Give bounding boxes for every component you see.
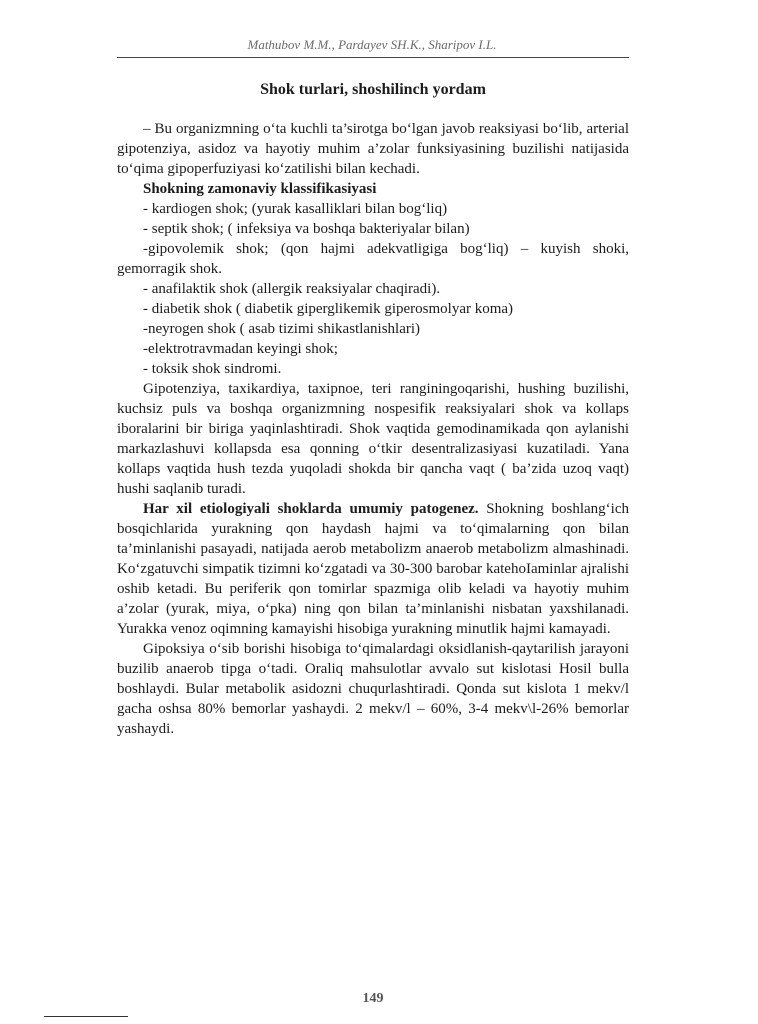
pathogenesis-heading: Har xil etiologiyali shoklarda umumiy patogenez. [143,501,479,517]
section-title: Shok turlari, shoshilinch yordam [260,81,486,98]
classification-item: -neyrogen shok ( asab tizimi shikastlanishlari) [143,321,421,337]
collapse-paragraph: Gipotenziya, taxikardiya, taxipnoe, teri ranginingoqarishi, hushing buzilishi, kuchsiz puls va boshqa organizmning nospesifik reaksiyalari shok va kollaps iboralarini bir biriga yaqinlashtiradi. Shok vaqtida gemodinamikada qon aylanishi markazlashuvi kollapsda esa qonning o‘tkir desentralizasiyasi kuzatiladi. Yana kollaps vaqtida hush tezda yuqoladi shokda bir qancha vaqt ( ba’zida uzoq vaqt) hushi saqlanib turadi. [117,381,629,497]
pathogenesis-text: Shokning boshlang‘ich bosqichlarida yurakning qon haydash hajmi va to‘qimalarning qon bilan ta’minlanishi pasayadi, natijada aerob metabolizm anaerob metabolizm almashinadi. Ko‘zgatuvchi simpatik tizimni ko‘zgatadi va 30-300 barobar katehoIaminlar ajralishi oshib ketadi. Bu periferik qon tomirlar spazmiga olib keladi va hayotiy muhim a’zolar (yurak, miya, o‘pka) ning qon bilan ta’minlanishi nisbatan yaxshilanadi. Yurakka venoz oqimning kamayishi hisobiga yurakning minutlik hajmi kamayadi. [117,501,629,637]
classification-item: - diabetik shok ( diabetik giperglikemik giperosmolyar koma) [143,301,514,317]
classification-item: -elektrotravmadan keyingi shok; [143,341,338,357]
classification-item: - septik shok; ( infeksiya va boshqa bakteriyalar bilan) [143,221,470,237]
intro-paragraph: – Bu organizmning o‘ta kuchli ta’sirotga bo‘lgan javob reaksiyasi bo‘lib, arterial gipotenziya, asidoz va hayotiy muhim a’zolar funksiyasining buzilishi natijasida to‘qima gipoperfuziyasi ko‘zatilishi bilan kechadi. [117,121,629,177]
footer-rule [44,1016,128,1017]
classification-item: -gipovolemik shok; (qon hajmi adekvatligiga bog‘liq) – kuyish shoki, gemorragik shok. [117,241,629,277]
pathogenesis-paragraph [117,499,629,639]
classification-heading: Shokning zamonaviy klassifikasiyasi [143,181,377,197]
classification-item: - toksik shok sindromi. [143,361,282,377]
page-number: 149 [362,991,384,1006]
hypoxia-paragraph: Gipoksiya o‘sib borishi hisobiga to‘qimalardagi oksidlanish-qaytarilish jarayoni buzilib anaerob tipga o‘tadi. Oraliq mahsulotlar avvalo sut kislotasi Hosil bulla boshlaydi. Bular metabolik asidozni chuqurlashtiradi. Qonda sut kislota 1 mekv/l gacha oshsa 80% bemorlar yashaydi. 2 mekv/l – 60%, 3-4 mekv\l-26% bemorlar yashaydi. [117,641,629,737]
classification-item: - anafilaktik shok (allergik reaksiyalar chaqiradi). [143,281,441,297]
page-body [117,119,629,739]
running-header: Mathubov M.M., Pardayev SH.K., Sharipov I.L. [247,37,497,52]
header-rule [117,57,629,58]
classification-item: - kardiogen shok; (yurak kasalliklari bilan bog‘liq) [143,201,448,217]
